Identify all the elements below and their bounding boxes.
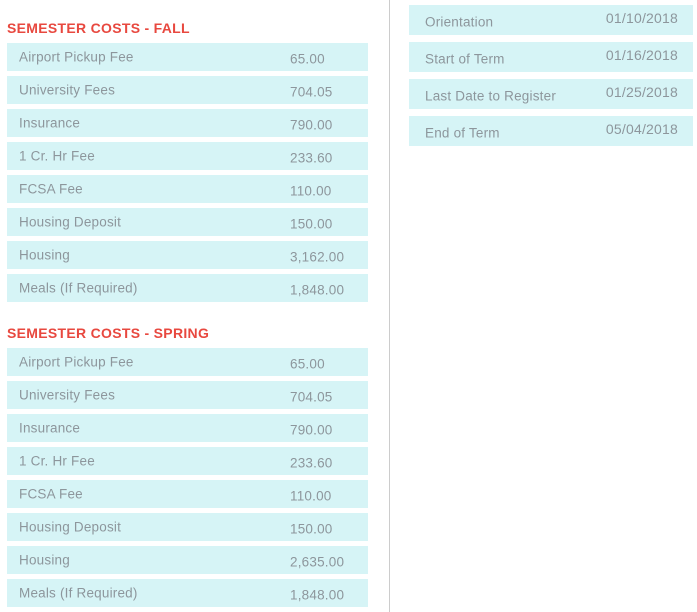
table-row	[7, 513, 368, 541]
row-label: University Fees	[19, 82, 116, 98]
row-label: Orientation	[425, 14, 494, 30]
table-row	[7, 142, 368, 170]
row-label: University Fees	[19, 387, 116, 403]
row-value: 1,848.00	[290, 587, 345, 603]
row-value: 790.00	[290, 422, 333, 438]
row-label: Airport Pickup Fee	[19, 49, 134, 65]
row-value: 2,635.00	[290, 554, 345, 570]
row-label: Insurance	[19, 420, 81, 436]
table-row	[409, 116, 693, 146]
row-label: Meals (If Required)	[19, 280, 138, 296]
table-row	[7, 274, 368, 302]
table-row	[7, 76, 368, 104]
table-row	[7, 175, 368, 203]
table-row	[7, 208, 368, 236]
table-row	[7, 109, 368, 137]
row-value: 233.60	[290, 455, 333, 471]
row-label: Start of Term	[425, 51, 505, 67]
row-value: 790.00	[290, 117, 333, 133]
row-value: 150.00	[290, 216, 333, 232]
row-value: 3,162.00	[290, 249, 345, 265]
term-dates-panel	[409, 5, 693, 153]
row-value: 05/04/2018	[605, 121, 678, 137]
table-row	[7, 348, 368, 376]
table-row	[409, 5, 693, 35]
table-row	[7, 546, 368, 574]
row-value: 704.05	[290, 389, 333, 405]
row-label: End of Term	[425, 125, 500, 141]
table-row	[7, 43, 368, 71]
table-row	[7, 414, 368, 442]
row-label: FCSA Fee	[19, 181, 83, 197]
vertical-divider	[389, 0, 390, 612]
row-value: 110.00	[290, 183, 332, 199]
row-value: 704.05	[290, 84, 333, 100]
cost-section	[7, 325, 368, 607]
row-label: FCSA Fee	[19, 486, 83, 502]
row-value: 1,848.00	[290, 282, 345, 298]
row-label: 1 Cr. Hr Fee	[19, 453, 95, 469]
table-row	[7, 241, 368, 269]
table-row	[7, 447, 368, 475]
row-label: Meals (If Required)	[19, 585, 138, 601]
row-label: Housing	[19, 247, 70, 263]
cost-rows	[7, 43, 368, 302]
table-row	[409, 79, 693, 109]
row-value: 01/25/2018	[605, 84, 678, 100]
row-label: Last Date to Register	[425, 88, 557, 104]
section-title: SEMESTER COSTS - SPRING	[7, 325, 210, 341]
row-label: 1 Cr. Hr Fee	[19, 148, 95, 164]
cost-section	[7, 0, 368, 302]
row-value: 01/10/2018	[605, 10, 678, 26]
table-row	[409, 42, 693, 72]
table-row	[7, 480, 368, 508]
row-value: 65.00	[290, 356, 325, 372]
row-value: 65.00	[290, 51, 325, 67]
row-label: Insurance	[19, 115, 81, 131]
cost-rows	[7, 348, 368, 607]
row-label: Housing Deposit	[19, 214, 122, 230]
row-label: Housing	[19, 552, 70, 568]
table-row	[7, 381, 368, 409]
section-title: SEMESTER COSTS - FALL	[7, 20, 190, 36]
row-value: 01/16/2018	[605, 47, 678, 63]
row-value: 150.00	[290, 521, 333, 537]
semester-costs-panel	[7, 0, 368, 612]
row-value: 233.60	[290, 150, 333, 166]
row-value: 110.00	[290, 488, 332, 504]
table-row	[7, 579, 368, 607]
row-label: Housing Deposit	[19, 519, 122, 535]
row-label: Airport Pickup Fee	[19, 354, 134, 370]
